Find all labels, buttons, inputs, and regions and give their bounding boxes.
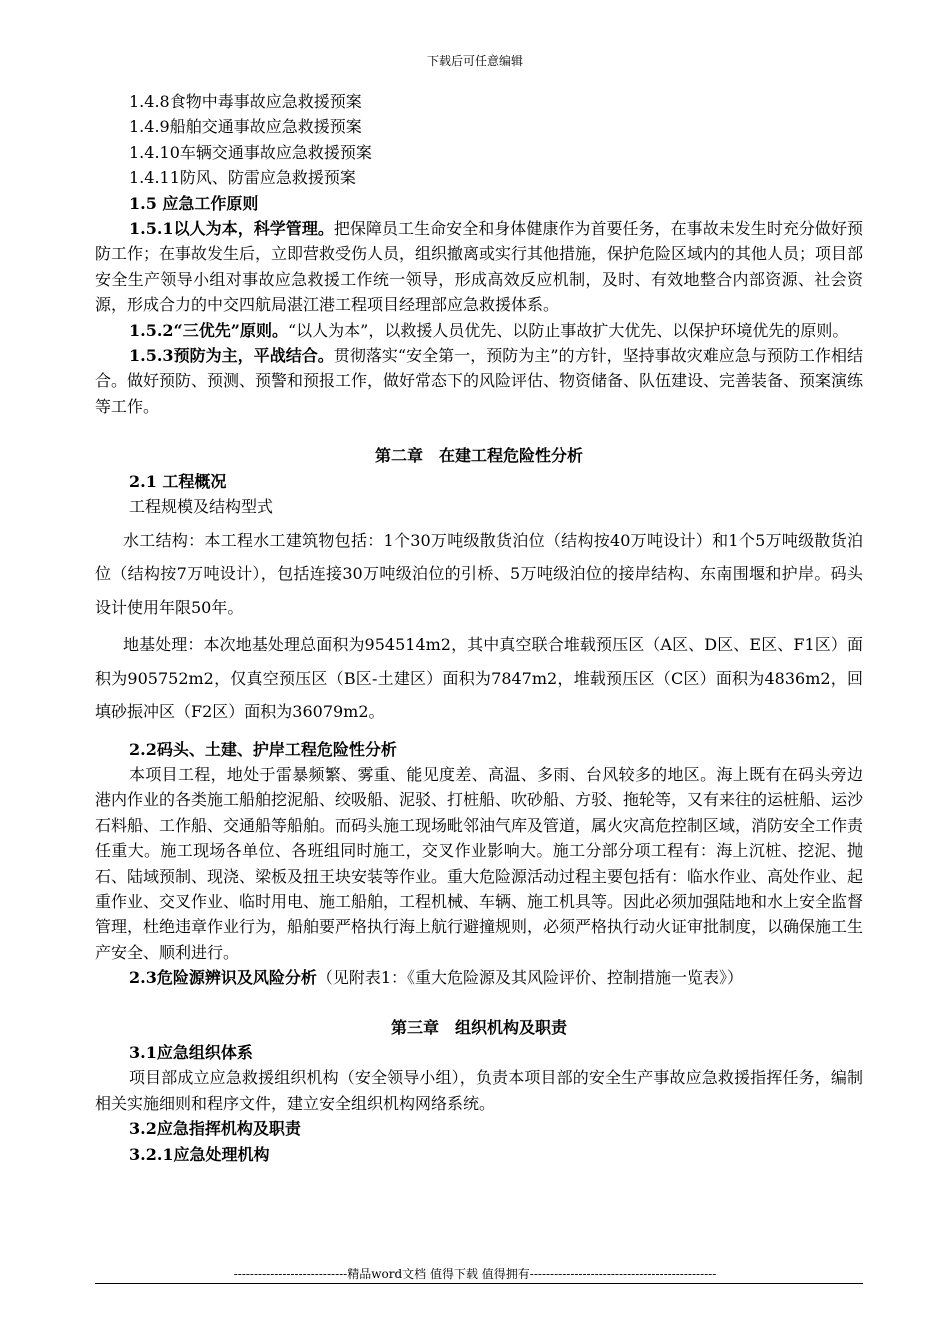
paragraph: 本项目工程，地处于雷暴频繁、雾重、能见度差、高温、多雨、台风较多的地区。海上既有在码头旁边港内作业的各类施工船舶挖泥船、绞吸船、泥驳、打桩船、吹砂船、方驳、拖轮等，又有来往的运桩船、运沙石料船、工作船、交通船等船舶。而码头施工现场毗邻油气库及管道，属火灾高危控制区域，消防安全工作责任重大。施工现场各单位、各班组同时施工，交叉作业影响大。施工分部分项工程有：海上沉桩、挖泥、抛石、陆域预制、现浇、梁板及扭王块安装等作业。重大危险源活动过程主要包括有：临水作业、高处作业、起重作业、交叉作业、临时用电、施工船舶，工程机械、车辆、施工机具等。因此必须加强陆地和水上安全监督管理，杜绝违章作业行为，船舶要严格执行海上航行避撞规则，必须严格执行动火证审批制度，以确保施工生产安全、顺利进行。	[95, 764, 864, 962]
paragraph	[95, 343, 863, 419]
subheading: 工程规模及结构型式	[129, 497, 274, 517]
chapter-heading: 第三章 组织机构及职责	[390, 1017, 567, 1037]
section-heading: 2.1 工程概况	[129, 471, 227, 491]
paragraph-body: （见附表1：《重大危险源及其风险评价、控制措施一览表》）	[316, 968, 744, 988]
paragraph-lead: 1.5.3预防为主，平战结合。	[129, 346, 334, 366]
list-item: 1.4.10车辆交通事故应急救援预案	[129, 142, 372, 162]
paragraph-body: “以人为本”，以救援人员优先、以防止事故扩大优先、以保护环境优先的原则。	[287, 320, 849, 340]
paragraph: 地基处理：本次地基处理总面积为954514m2，其中真空联合堆载预压区（A区、D区、E区、F1区）面积为905752m2，仅真空预压区（B区-土建区）面积为7847m2，堆载预压区（C区）面积为4836m2，回填砂振冲区（F2区）面积为36079m2。	[95, 635, 863, 721]
section-heading: 3.2应急指挥机构及职责	[129, 1119, 301, 1139]
list-item: 1.4.8食物中毒事故应急救援预案	[129, 92, 362, 111]
list-item: 1.4.11防风、防雷应急救援预案	[129, 168, 356, 188]
section-heading: 2.2码头、土建、护岸工程危险性分析	[129, 739, 397, 759]
list-item: 1.4.9船舶交通事故应急救援预案	[129, 117, 362, 137]
paragraph	[95, 216, 863, 318]
document-body	[95, 89, 863, 1167]
section-heading: 1.5 应急工作原则	[129, 193, 259, 213]
paragraph: 水工结构：本工程水工建筑物包括：1个30万吨级散货泊位（结构按40万吨设计）和1个5万吨级散货泊位（结构按7万吨设计），包括连接30万吨级泊位的引桥、5万吨级泊位的接岸结构、东南围堰和护岸。码头设计使用年限50年。	[95, 530, 863, 617]
paragraph-body: 把保障员工生命安全和身体健康作为首要任务，在事故未发生时充分做好预防工作；在事故发生后，立即营救受伤人员，组织撤离或实行其他措施，保护危险区域内的其他人员；项目部安全生产领导小组对事故应急救援工作统一领导，形成高效反应机制，及时、有效地整合内部资源、社会资源，形成合力的中交四航局湛江港工程项目经理部应急救援体系。	[95, 219, 864, 315]
page-header: 下载后可任意编辑	[426, 54, 523, 68]
paragraph-lead: 1.5.1以人为本，科学管理。	[129, 219, 334, 239]
paragraph-body: 贯彻落实“安全第一，预防为主”的方针，坚持事故灾难应急与预防工作相结合。做好预防、预测、预警和预报工作，做好常态下的风险评估、物资储备、队伍建设、完善装备、预案演练等工作。	[95, 346, 864, 416]
paragraph-lead: 2.3危险源辨识及风险分析	[129, 968, 317, 988]
paragraph: 项目部成立应急救援组织机构（安全领导小组），负责本项目部的安全生产事故应急救援指挥任务，编制相关实施细则和程序文件，建立安全组织机构网络系统。	[95, 1068, 863, 1113]
paragraph-lead: 1.5.2“三优先”原则。	[129, 320, 288, 340]
page-footer: ----------------------------精品word文档 值得下载 值得拥有----------------------------------------------	[233, 1267, 717, 1281]
section-heading: 3.1应急组织体系	[129, 1042, 253, 1062]
footer-divider	[95, 1283, 863, 1284]
paragraph	[95, 318, 863, 343]
section-heading: 3.2.1应急处理机构	[129, 1144, 270, 1164]
chapter-heading: 第二章 在建工程危险性分析	[374, 446, 583, 466]
paragraph	[95, 965, 863, 990]
